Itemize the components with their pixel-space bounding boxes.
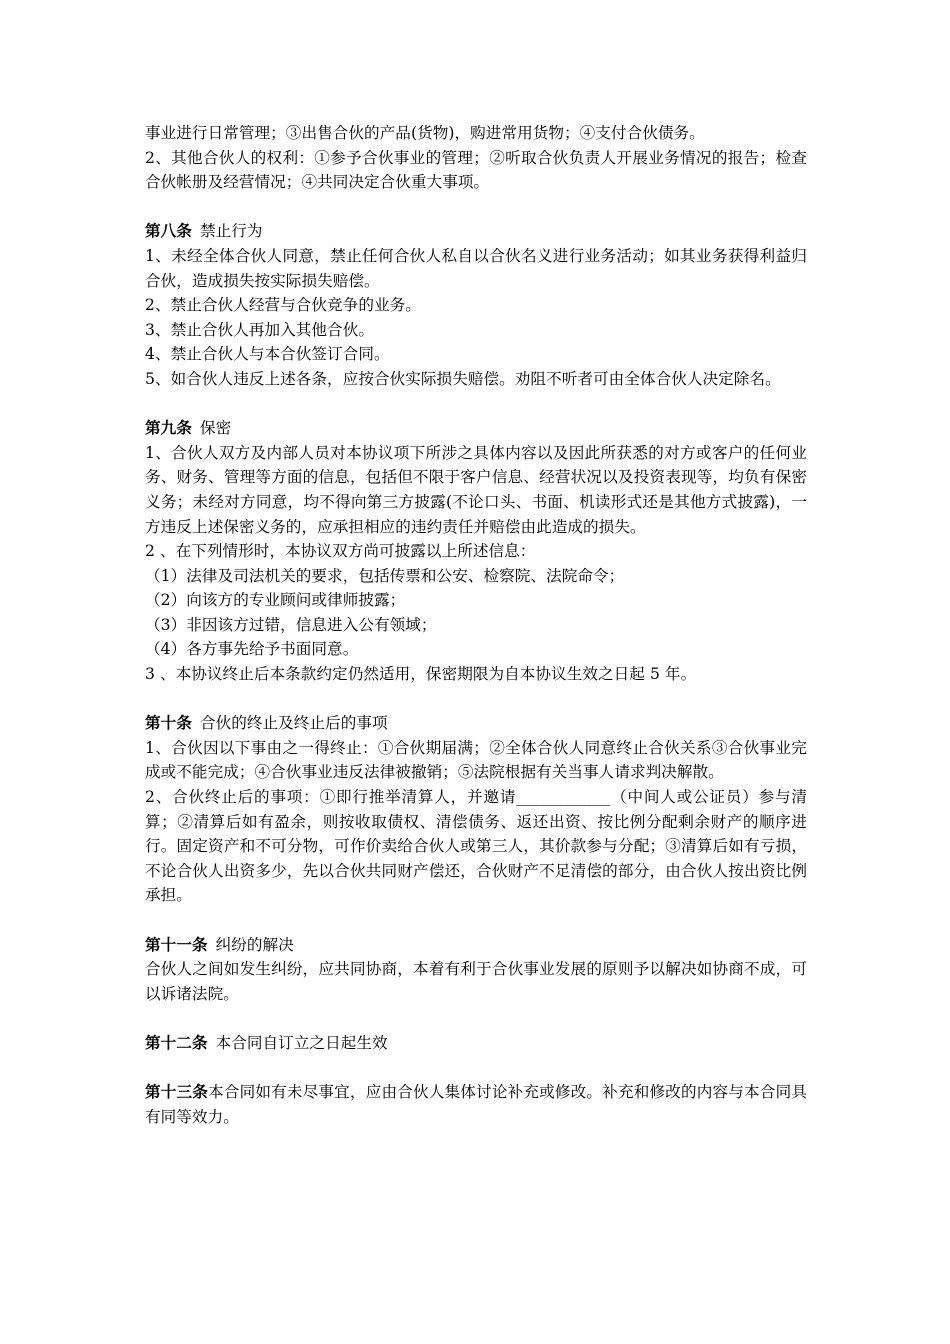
section-title: 禁止行为	[199, 222, 263, 241]
section-heading	[145, 1031, 807, 1056]
paragraph-gap	[145, 1056, 807, 1081]
section-title: 纠纷的解决	[215, 935, 294, 954]
section-13	[145, 1080, 807, 1129]
paragraph: 3、禁止合伙人再加入其他合伙。	[145, 320, 374, 339]
section-number: 第八条	[145, 221, 192, 241]
section-12	[145, 1031, 807, 1056]
paragraph: 1、未经全体合伙人同意，禁止任何合伙人私自以合伙名义进行业务活动；如其业务获得利益归合伙，造成损失按实际损失赔偿。	[145, 246, 807, 290]
paragraph: 2、其他合伙人的权利：①参予合伙事业的管理；②听取合伙负责人开展业务情况的报告；检查合伙帐册及经营情况；④共同决定合伙重大事项。	[145, 148, 807, 192]
paragraph: 5、如合伙人违反上述各条，应按合伙实际损失赔偿。劝阻不听者可由全体合伙人决定除名。	[145, 369, 781, 388]
section-number: 第十二条	[145, 1032, 208, 1052]
paragraph: 合伙人之间如发生纠纷，应共同协商，本着有利于合伙事业发展的原则予以解决如协商不成，可以诉诸法院。	[145, 960, 807, 1003]
paragraph: 1、合伙因以下事由之一得终止：①合伙期届满；②全体合伙人同意终止合伙关系③合伙事业完成或不能完成；④合伙事业违反法律被撤销；⑤法院根据有关当事人请求判决解散。	[145, 738, 807, 782]
paragraph-gap	[145, 908, 807, 933]
document-page	[145, 121, 807, 1129]
section-title: 保密	[199, 419, 232, 438]
section-heading	[145, 219, 807, 244]
section-10	[145, 711, 807, 908]
section-number: 第十条	[145, 713, 192, 733]
paragraph-gap	[145, 392, 807, 417]
paragraph-gap	[145, 195, 807, 220]
paragraph: 1、合伙人双方及内部人员对本协议项下所涉之具体内容以及因此所获悉的对方或客户的任何业务、财务、管理等方面的信息，包括但不限于客户信息、经营状况以及投资表现等，均负有保密义务；未经对方同意，均不得向第三方披露(不论口头、书面、机读形式还是其他方式披露)，一方违反上述保密义务的，应承担相应的违约责任并赔偿由此造成的损失。	[145, 443, 807, 536]
paragraph: 2、禁止合伙人经营与合伙竞争的业务。	[145, 296, 421, 315]
paragraph: 2、合伙终止后的事项：①即行推举清算人，并邀请____________（中间人或公证员）参与清算；②清算后如有盈余，则按收取债权、清偿债务、返还出资、按比例分配剩余财产的顺序进行。固定资产和不可分物，可作价卖给合伙人或第三人，其价款参与分配；③清算后如有亏损，不论合伙人出资多少，先以合伙共同财产偿还，合伙财产不足清偿的部分，由合伙人按出资比例承担。	[145, 788, 807, 905]
paragraph: 4、禁止合伙人与本合伙签订合同。	[145, 345, 390, 364]
section-title: 本合同如有未尽事宜，应由合伙人集体讨论补充或修改。补充和修改的内容与本合同具有同等效力。	[145, 1083, 807, 1126]
section-heading	[145, 1080, 807, 1129]
section-11	[145, 933, 807, 1007]
section-9	[145, 416, 807, 687]
section-heading	[145, 416, 807, 441]
paragraph: 2 、在下列情形时，本协议双方尚可披露以上所述信息：	[145, 542, 536, 561]
paragraph: 事业进行日常管理；③出售合伙的产品(货物)，购进常用货物；④支付合伙债务。	[145, 124, 705, 142]
paragraph-gap	[145, 687, 807, 712]
section-number: 第十一条	[145, 934, 208, 954]
section-title: 合伙的终止及终止后的事项	[199, 714, 388, 733]
paragraph: （2）向该方的专业顾问或律师披露；	[145, 591, 406, 610]
section-heading	[145, 711, 807, 736]
paragraph: （4）各方事先给予书面同意。	[145, 640, 359, 659]
section-title: 本合同自订立之日起生效	[215, 1033, 388, 1052]
section-number: 第十三条	[145, 1082, 209, 1102]
paragraph: （1）法律及司法机关的要求，包括传票和公安、检察院、法院命令；	[145, 566, 625, 585]
paragraph: （3）非因该方过错，信息进入公有领域；	[145, 615, 437, 634]
section-7-continuation	[145, 121, 807, 195]
section-8	[145, 219, 807, 391]
section-heading	[145, 933, 807, 958]
paragraph: 3 、本协议终止后本条款约定仍然适用，保密期限为自本协议生效之日起 5 年。	[145, 665, 697, 684]
paragraph-gap	[145, 1006, 807, 1031]
section-number: 第九条	[145, 418, 192, 438]
